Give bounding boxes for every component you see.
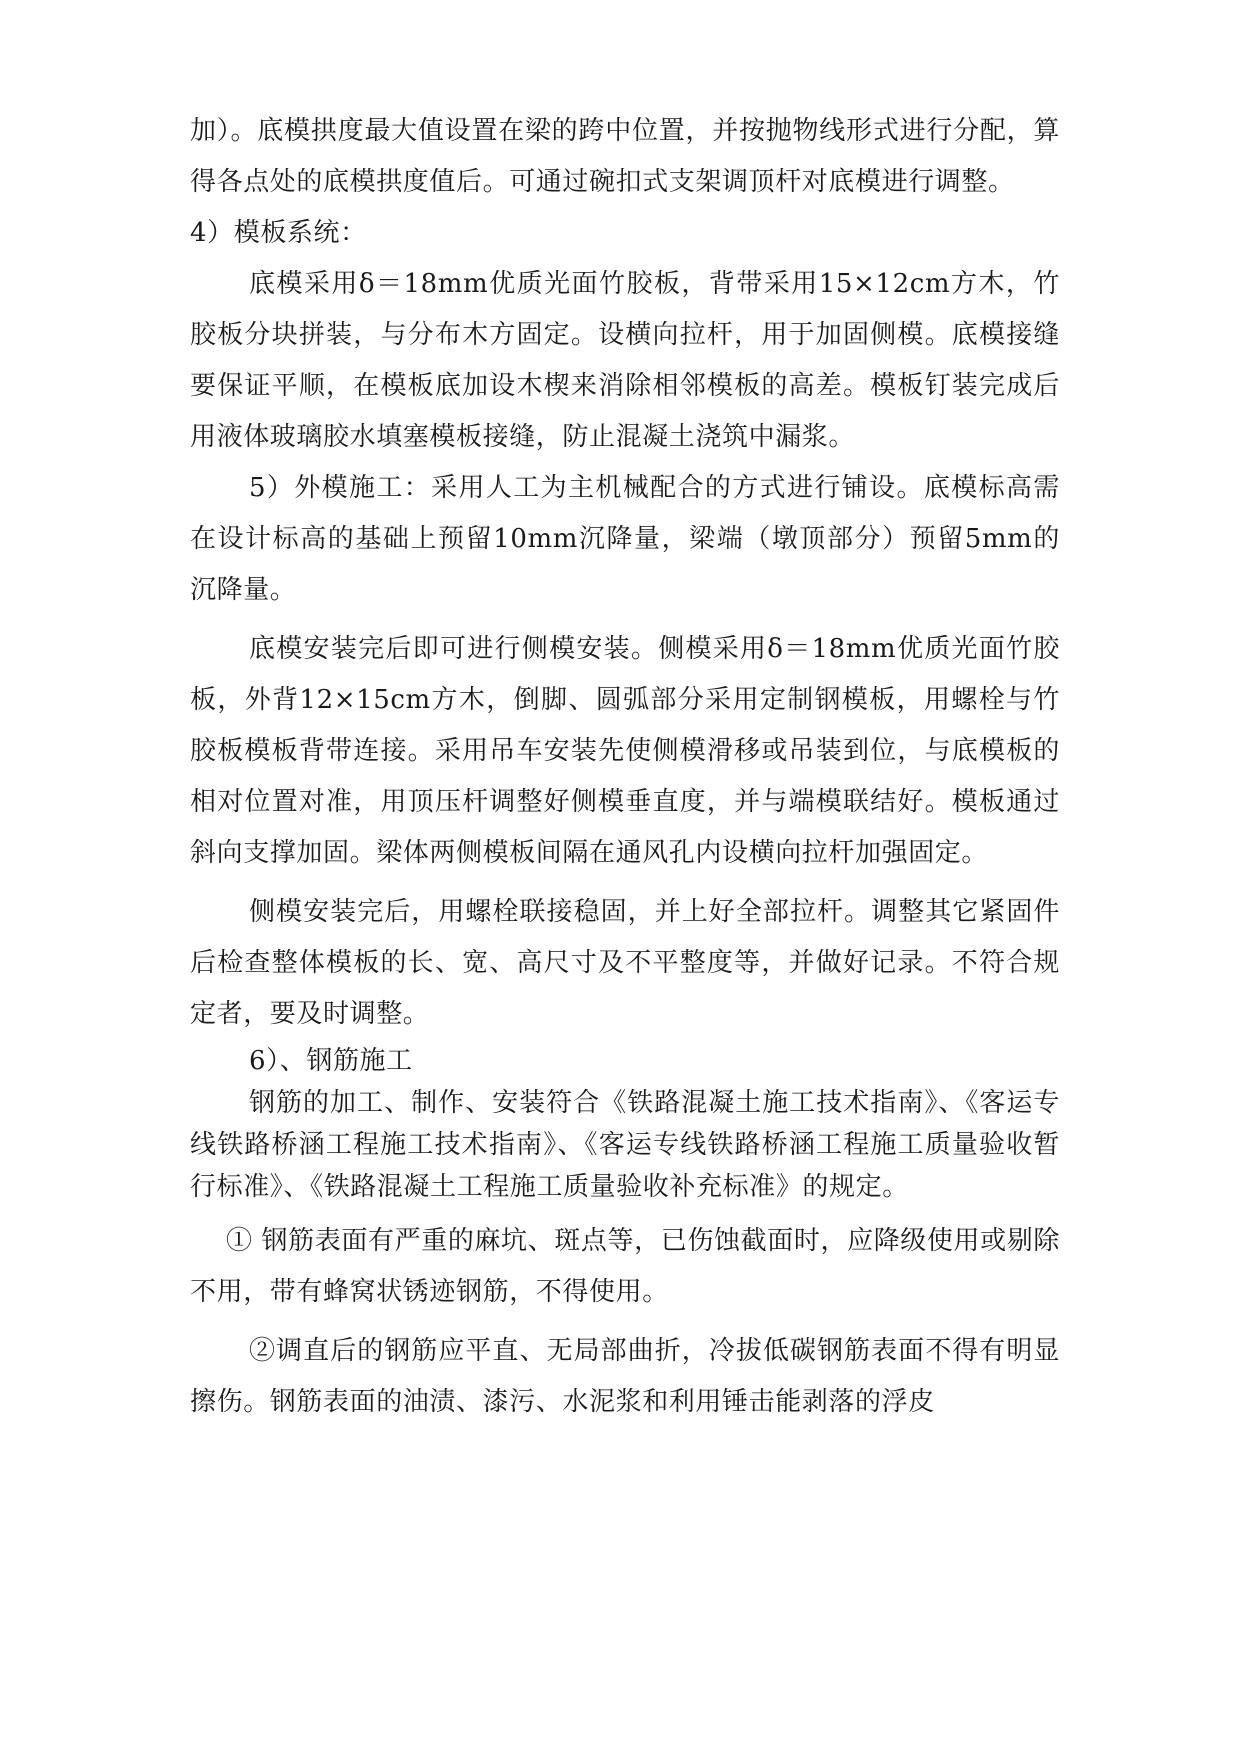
paragraph-outer-formwork: 5）外模施工：采用人工为主机械配合的方式进行铺设。底模标高需在设计标高的基础上预留10mm沉降量，梁端（墩顶部分）预留5mm的沉降量。	[190, 473, 1060, 605]
paragraph-camber-adjustment: 加）。底模拱度最大值设置在梁的跨中位置，并按抛物线形式进行分配，算得各点处的底模拱度值后。可通过碗扣式支架调顶杆对底模进行调整。	[190, 116, 1060, 197]
paragraph-rebar-standards: 钢筋的加工、制作、安装符合《铁路混凝土施工技术指南》、《客运专线铁路桥涵工程施工技术指南》、《客运专线铁路桥涵工程施工质量验收暂行标准》、《铁路混凝土工程施工质量验收补充标准》的规定。	[190, 1088, 1060, 1202]
heading-formwork-system: 4）模板系统：	[190, 218, 367, 248]
paragraph-rebar-straightening: ②调直后的钢筋应平直、无局部曲折，冷拔低碳钢筋表面不得有明显擦伤。钢筋表面的油渍、漆污、水泥浆和利用锤击能剥落的浮皮	[190, 1336, 1060, 1417]
paragraph-side-formwork-check: 侧模安装完后，用螺栓联接稳固，并上好全部拉杆。调整其它紧固件后检查整体模板的长、宽、高尺寸及不平整度等，并做好记录。不符合规定者，要及时调整。	[190, 897, 1060, 1029]
document-body	[190, 106, 1060, 1428]
heading-rebar-construction: 6）、钢筋施工	[249, 1046, 413, 1076]
paragraph-bottom-formwork: 底模采用δ＝18mm优质光面竹胶板，背带采用15×12cm方木，竹胶板分块拼装，与分布木方固定。设横向拉杆，用于加固侧模。底模接缝要保证平顺，在模板底加设木楔来消除相邻模板的高差。模板钉装完成后用液体玻璃胶水填塞模板接缝，防止混凝土浇筑中漏浆。	[190, 269, 1060, 452]
paragraph-side-formwork-install: 底模安装完后即可进行侧模安装。侧模采用δ＝18mm优质光面竹胶板，外背12×15cm方木，倒脚、圆弧部分采用定制钢模板，用螺栓与竹胶板模板背带连接。采用吊车安装先使侧模滑移或吊装到位，与底模板的相对位置对准，用顶压杆调整好侧模垂直度，并与端模联结好。模板通过斜向支撑加固。梁体两侧模板间隔在通风孔内设横向拉杆加强固定。	[190, 634, 1060, 868]
paragraph-rebar-surface: ① 钢筋表面有严重的麻坑、斑点等，已伤蚀截面时，应降级使用或剔除不用，带有蜂窝状锈迹钢筋，不得使用。	[190, 1226, 1060, 1307]
